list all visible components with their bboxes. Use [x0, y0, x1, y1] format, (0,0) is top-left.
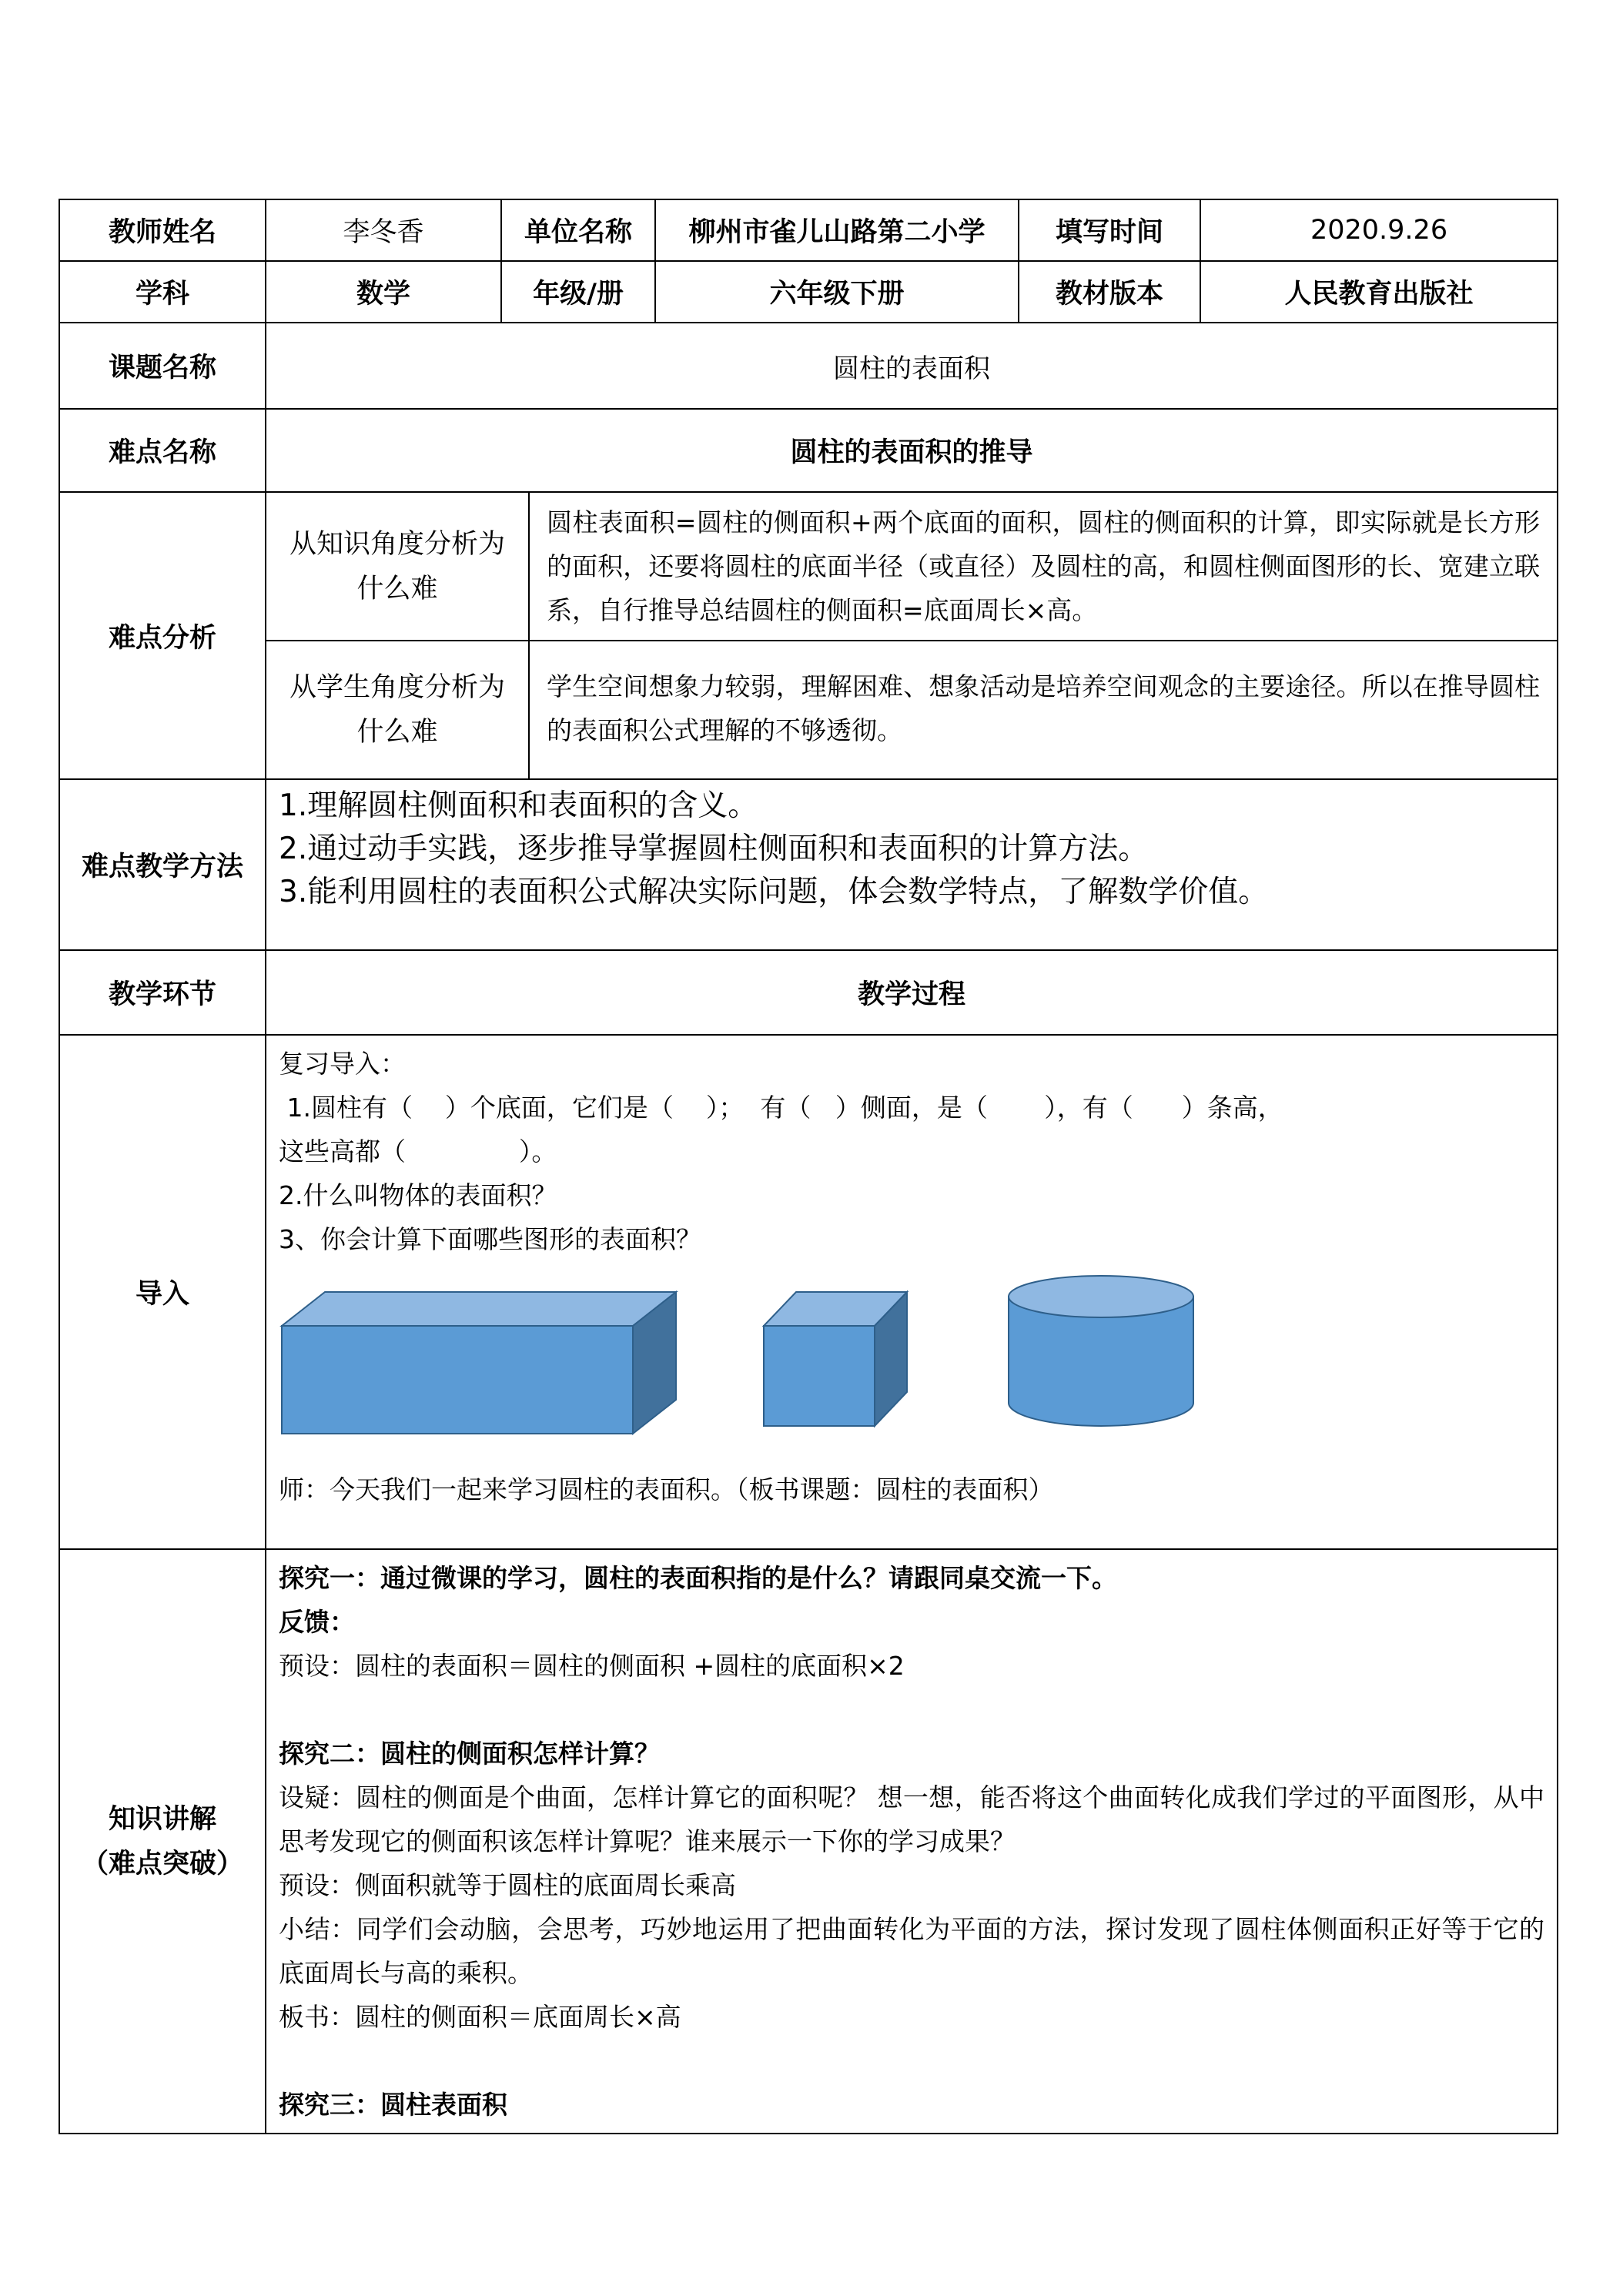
intro-line: 这些高都（ ）。 [279, 1136, 557, 1166]
analysis-label: 难点分析 [59, 492, 266, 779]
methods-label: 难点教学方法 [59, 779, 266, 950]
student-angle-label [266, 641, 529, 779]
topic-value: 圆柱的表面积 [266, 323, 1558, 409]
method-item: 1.理解圆柱侧面积和表面积的含义。 [279, 788, 758, 823]
feedback-label: 反馈： [279, 1607, 355, 1637]
stage-header: 教学环节 [59, 950, 266, 1035]
shapes-svg [279, 1275, 1203, 1460]
knowledge-content [266, 1549, 1558, 2134]
methods-list [266, 779, 1558, 950]
topic-row [59, 323, 1558, 409]
intro-content [266, 1035, 1558, 1549]
difficulty-row [59, 409, 1558, 492]
method-item: 2.通过动手实践，逐步推导掌握圆柱侧面积和表面积的计算方法。 [279, 832, 1149, 866]
cylinder-shape [1009, 1276, 1193, 1426]
difficulty-label: 难点名称 [59, 409, 266, 492]
student-angle-label-line1: 从学生角度分析为 [289, 672, 505, 703]
shapes-figure [279, 1275, 1544, 1460]
subject-label: 学科 [59, 261, 266, 323]
cube-shape [764, 1292, 907, 1426]
analysis-knowledge-row [59, 492, 1558, 641]
topic-label: 课题名称 [59, 323, 266, 409]
edition-label: 教材版本 [1019, 261, 1200, 323]
teacher-name: 李冬香 [266, 199, 501, 261]
spacer [279, 1688, 1544, 1732]
info-row-2 [59, 261, 1558, 323]
intro-line: 2.什么叫物体的表面积？ [279, 1180, 557, 1210]
student-angle-text: 学生空间想象力较弱，理解困难、想象活动是培养空间观念的主要途径。所以在推导圆柱的表面积公式理解的不够透彻。 [529, 641, 1558, 779]
cuboid-shape [282, 1292, 676, 1434]
date-value: 2020.9.26 [1200, 199, 1558, 261]
date-label: 填写时间 [1019, 199, 1200, 261]
knowledge-angle-text: 圆柱表面积=圆柱的侧面积+两个底面的面积，圆柱的侧面积的计算，即实际就是长方形的面积，还要将圆柱的底面半径（或直径）及圆柱的高，和圆柱侧面图形的长、宽建立联系，自行推导总结圆柱的侧面积=底面周长×高。 [529, 492, 1558, 641]
intro-row [59, 1035, 1558, 1549]
intro-line: 1.圆柱有（ ）个底面，它们是（ ）； 有（ ）侧面，是（ ），有（ ）条高， [279, 1093, 1283, 1123]
intro-label: 导入 [59, 1035, 266, 1549]
knowledge-row [59, 1549, 1558, 2134]
intro-line: 3、你会计算下面哪些图形的表面积？ [279, 1224, 701, 1254]
knowledge-label-line2: （难点突破） [81, 1848, 243, 1879]
knowledge-angle-label [266, 492, 529, 641]
lesson-plan-table [59, 199, 1558, 2134]
knowledge-label-line1: 知识讲解 [108, 1803, 216, 1835]
student-angle-label-line2: 什么难 [356, 717, 438, 748]
unit-name: 柳州市雀儿山路第二小学 [655, 199, 1019, 261]
method-item: 3.能利用圆柱的表面积公式解决实际问题，体会数学特点，了解数学价值。 [279, 875, 1269, 909]
explore1-title: 探究一：通过微课的学习，圆柱的表面积指的是什么？请跟同桌交流一下。 [279, 1563, 1117, 1593]
knowledge-angle-label-line1: 从知识角度分析为 [289, 528, 505, 560]
analysis-student-row [59, 641, 1558, 779]
explore3-title: 探究三：圆柱表面积 [279, 2090, 507, 2120]
intro-closing: 师：今天我们一起来学习圆柱的表面积。（板书课题：圆柱的表面积） [279, 1474, 1054, 1504]
spacer [279, 2039, 1544, 2083]
edition-value: 人民教育出版社 [1200, 261, 1558, 323]
knowledge-label [59, 1549, 266, 2134]
unit-label: 单位名称 [501, 199, 655, 261]
info-row-1 [59, 199, 1558, 261]
explore2-title: 探究二：圆柱的侧面积怎样计算？ [279, 1739, 660, 1769]
explore2-question: 设疑：圆柱的侧面是个曲面，怎样计算它的面积呢？ 想一想，能否将这个曲面转化成我们学过的平面图形，从中思考发现它的侧面积该怎样计算呢？谁来展示一下你的学习成果？ [279, 1782, 1545, 1856]
knowledge-angle-label-line2: 什么难 [356, 573, 438, 604]
explore2-preset: 预设：侧面积就等于圆柱的底面周长乘高 [279, 1870, 736, 1900]
intro-line: 复习导入： [279, 1049, 406, 1079]
methods-row [59, 779, 1558, 950]
process-header: 教学过程 [266, 950, 1558, 1035]
difficulty-value: 圆柱的表面积的推导 [266, 409, 1558, 492]
explore2-summary: 小结：同学们会动脑，会思考，巧妙地运用了把曲面转化为平面的方法，探讨发现了圆柱体侧面积正好等于它的底面周长与高的乘积。 [279, 1914, 1545, 1988]
process-header-row [59, 950, 1558, 1035]
explore2-board: 板书：圆柱的侧面积＝底面周长×高 [279, 2002, 681, 2032]
teacher-label: 教师姓名 [59, 199, 266, 261]
grade-value: 六年级下册 [655, 261, 1019, 323]
explore1-preset: 预设：圆柱的表面积＝圆柱的侧面积 +圆柱的底面积×2 [279, 1651, 905, 1681]
subject-value: 数学 [266, 261, 501, 323]
grade-label: 年级/册 [501, 261, 655, 323]
